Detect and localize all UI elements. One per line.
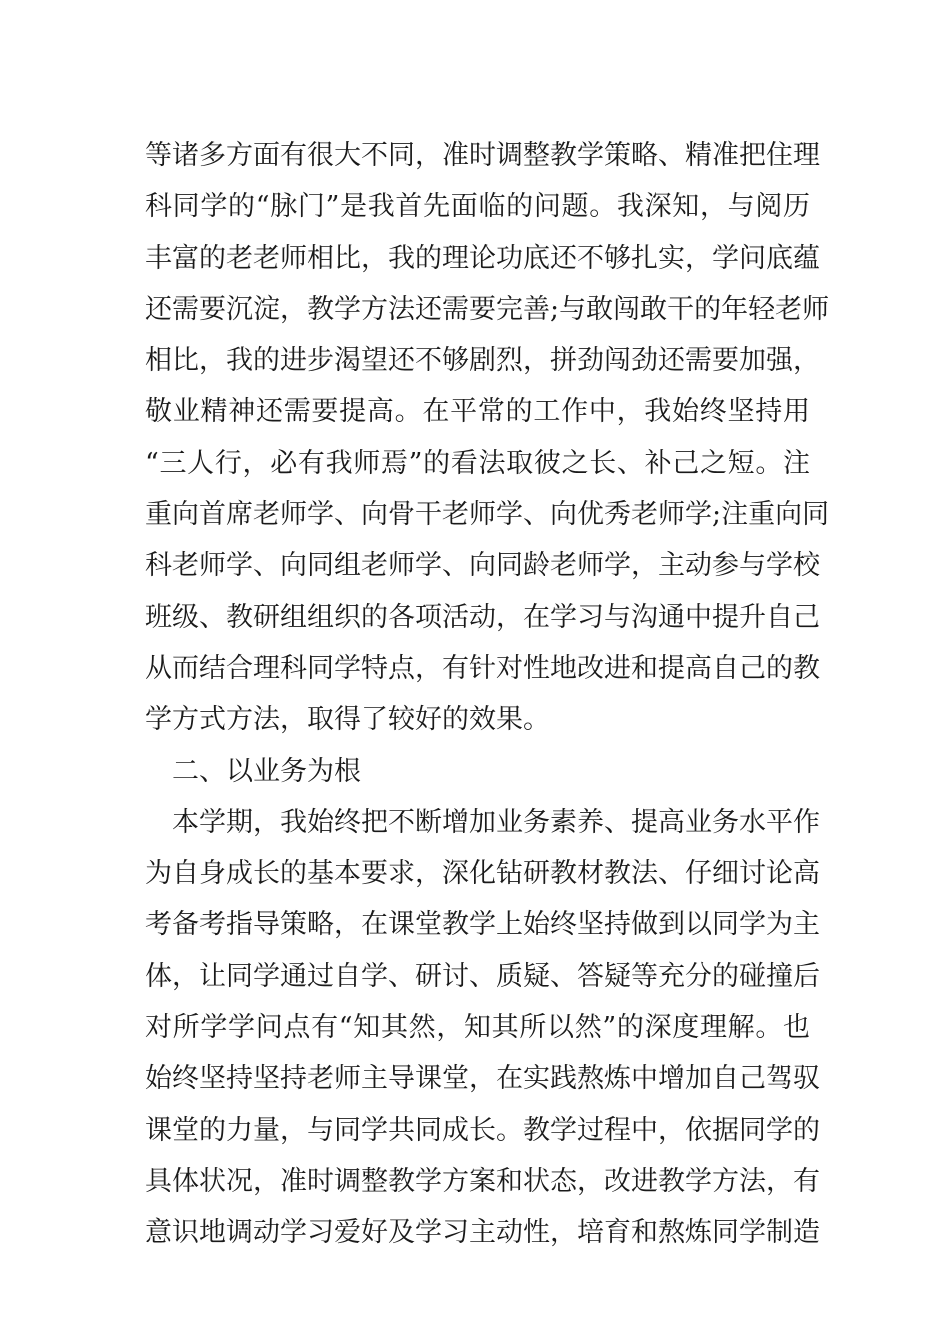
text-line: 课堂的力量，与同学共同成长。教学过程中，依据同学的 — [145, 1114, 820, 1146]
text-line: 班级、教研组组织的各项活动，在学习与沟通中提升自己 — [145, 601, 820, 633]
text-line: 等诸多方面有很大不同，准时调整教学策略、精准把住理 — [145, 140, 820, 171]
text-line: 体，让同学通过自学、研讨、质疑、答疑等充分的碰撞后 — [145, 960, 820, 992]
section-heading: 二、以业务为根 — [172, 755, 361, 787]
text-line: 还需要沉淀，教学方法还需要完善;与敢闯敢干的年轻老师 — [145, 293, 830, 325]
text-line: 对所学学问点有“知其然，知其所以然”的深度理解。也 — [145, 1012, 810, 1044]
text-line: “三人行，必有我师焉”的看法取彼之长、补己之短。注 — [145, 447, 810, 479]
text-line: 学方式方法，取得了较好的效果。 — [145, 704, 550, 736]
text-line: 重向首席老师学、向骨干老师学、向优秀老师学;注重向同 — [145, 499, 830, 531]
text-line: 意识地调动学习爱好及学习主动性，培育和熬炼同学制造 — [145, 1217, 820, 1249]
text-line: 本学期，我始终把不断增加业务素养、提高业务水平作 — [172, 806, 820, 838]
text-line: 考备考指导策略，在课堂教学上始终坚持做到以同学为主 — [145, 909, 820, 941]
text-line: 为自身成长的基本要求，深化钻研教材教法、仔细讨论高 — [145, 858, 820, 890]
text-line: 科老师学、向同组老师学、向同龄老师学，主动参与学校 — [145, 550, 820, 582]
document-body — [145, 130, 830, 1259]
text-line: 敬业精神还需要提高。在平常的工作中，我始终坚持用 — [145, 396, 810, 428]
text-line: 始终坚持坚持老师主导课堂，在实践熬炼中增加自己驾驭 — [145, 1063, 820, 1095]
text-line: 科同学的“脉门”是我首先面临的问题。我深知，与阅历 — [145, 191, 810, 223]
text-line: 具体状况，准时调整教学方案和状态，改进教学方法，有 — [145, 1165, 820, 1197]
text-line: 丰富的老老师相比，我的理论功底还不够扎实，学问底蕴 — [145, 242, 820, 274]
text-line: 从而结合理科同学特点，有针对性地改进和提高自己的教 — [145, 652, 820, 684]
text-line: 相比，我的进步渴望还不够剧烈，拼劲闯劲还需要加强， — [145, 345, 820, 377]
